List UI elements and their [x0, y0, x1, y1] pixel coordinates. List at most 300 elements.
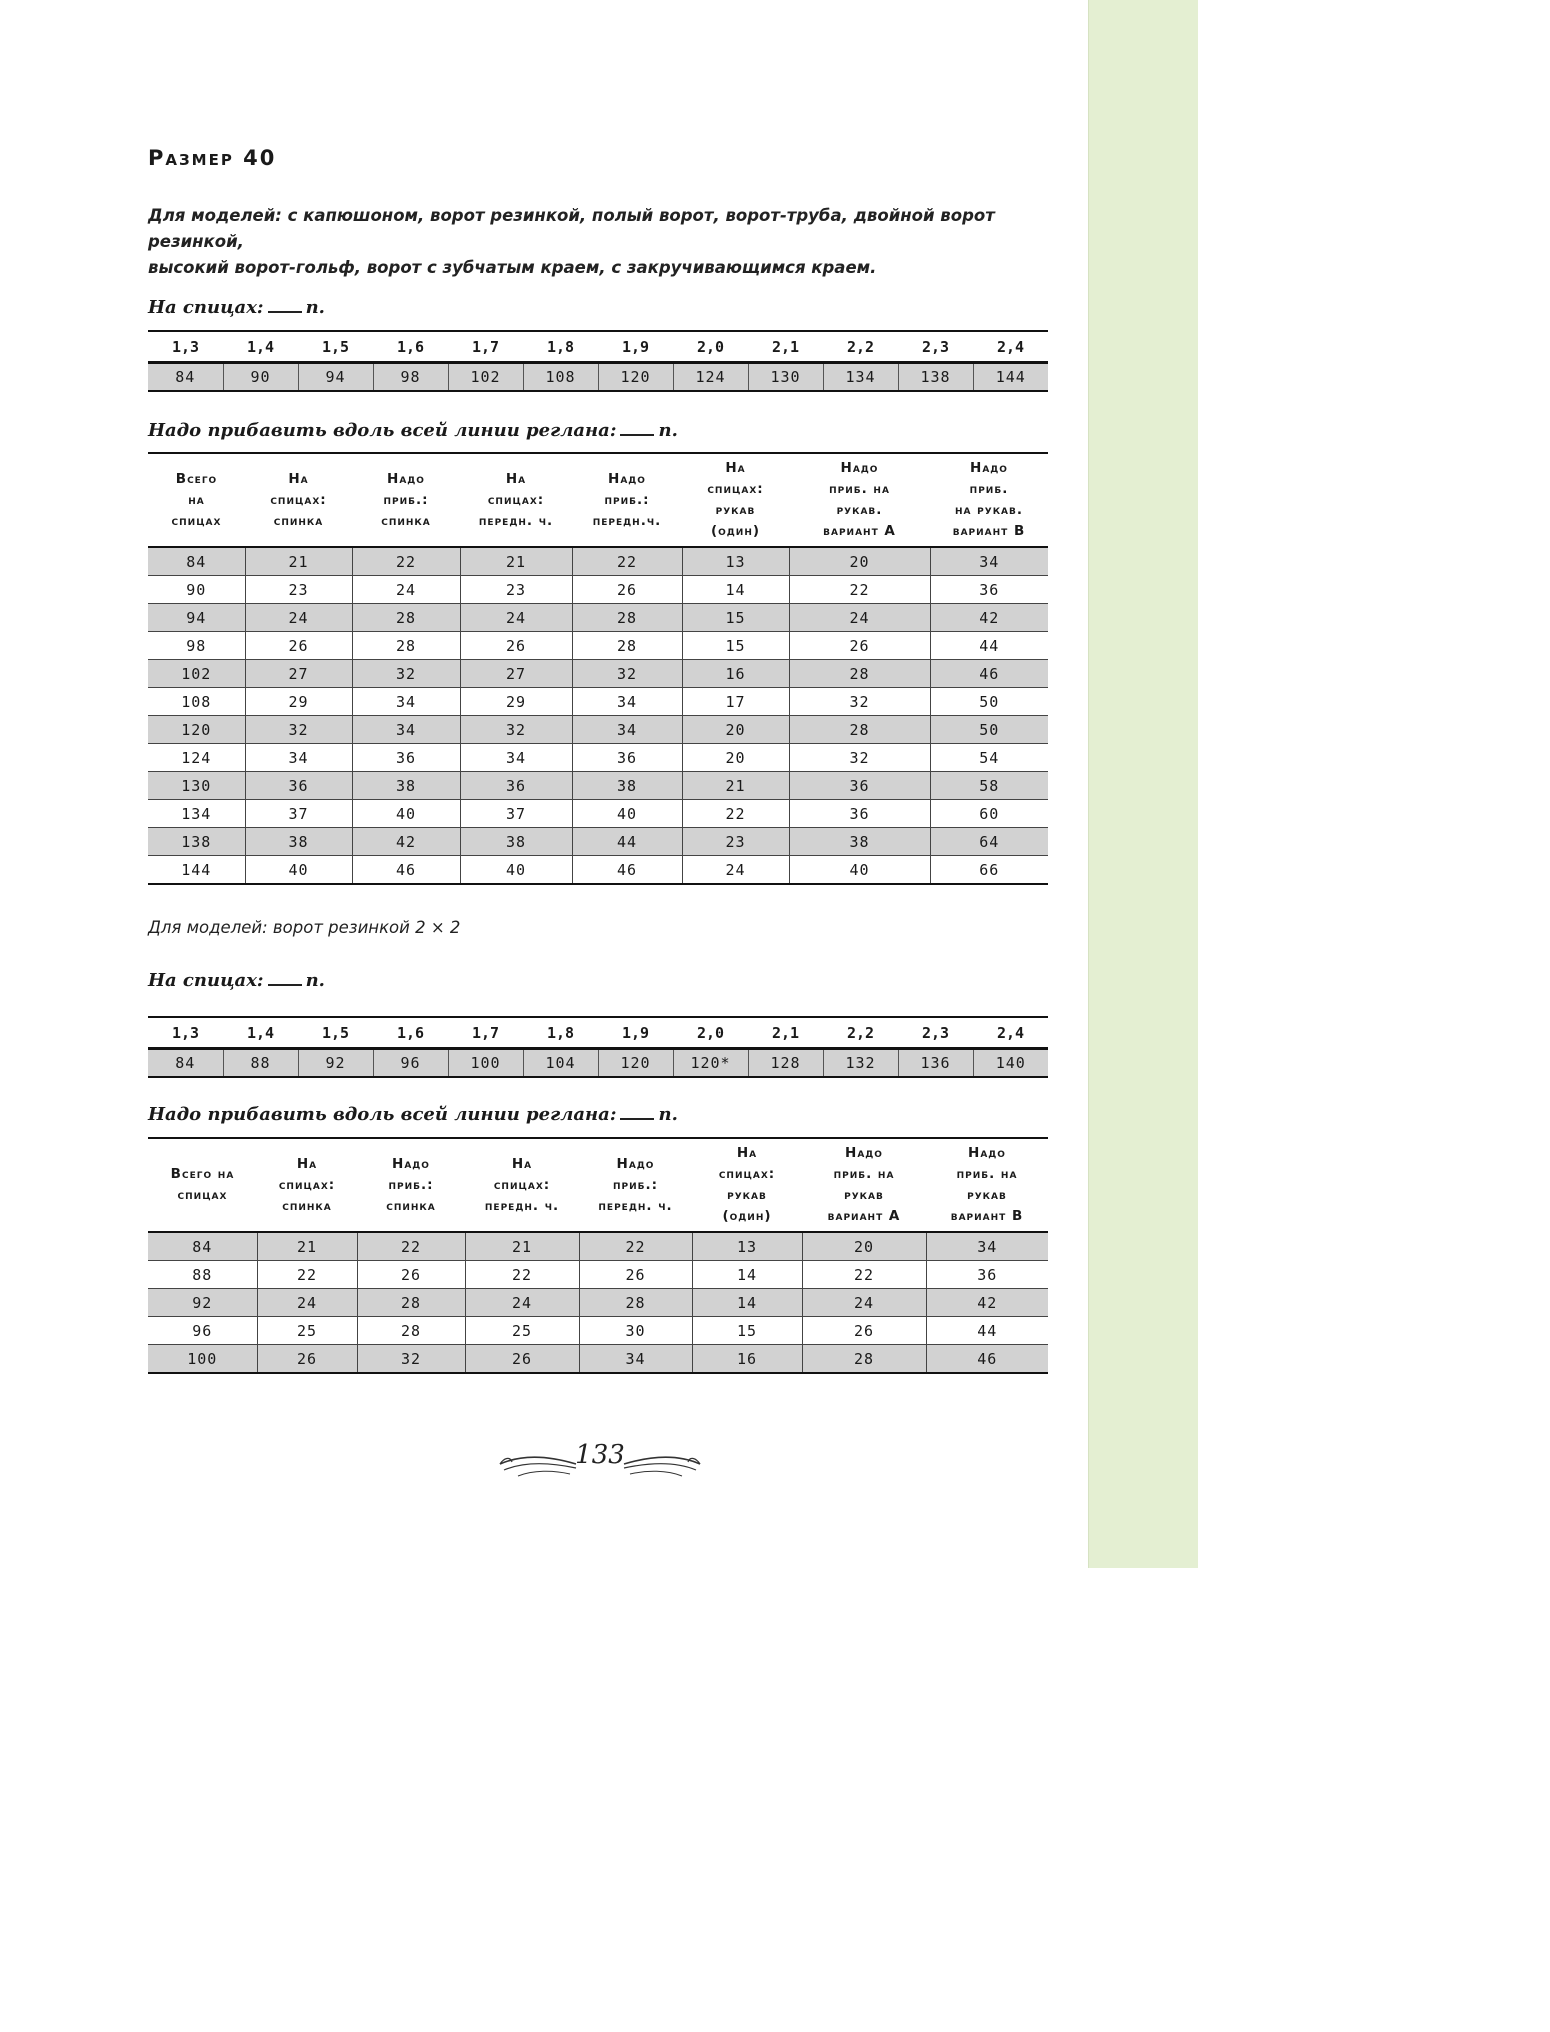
column-header-line: Надо	[845, 1145, 883, 1161]
needle-size-cell: 2,4	[973, 1017, 1048, 1049]
table-cell: 44	[926, 1317, 1048, 1345]
column-header	[789, 453, 930, 547]
needle-size-cell: 1,4	[223, 1017, 298, 1049]
table-cell: 120	[148, 716, 245, 744]
needle-label-prefix: На спицах:	[148, 297, 264, 318]
column-header-line: приб. на	[833, 1166, 895, 1182]
table-cell: 23	[460, 576, 572, 604]
table-cell: 42	[352, 828, 460, 856]
needle-size-cell: 1,7	[448, 1017, 523, 1049]
table-header-row	[148, 453, 1048, 547]
table-cell: 34	[930, 547, 1048, 576]
column-header-line: Надо	[608, 470, 646, 487]
table-cell: 100	[148, 1345, 257, 1374]
table-cell: 14	[692, 1289, 802, 1317]
column-header	[245, 453, 352, 547]
column-header	[357, 1138, 465, 1232]
column-header	[579, 1138, 692, 1232]
table-cell: 21	[682, 772, 789, 800]
fill-in-blank	[620, 420, 654, 436]
table-cell: 22	[802, 1261, 926, 1289]
column-header	[460, 453, 572, 547]
table-row	[148, 632, 1048, 660]
table-cell: 42	[930, 604, 1048, 632]
column-header-line: спицах:	[493, 1176, 551, 1193]
table-cell: 15	[682, 604, 789, 632]
needle-size-cell: 2,2	[823, 1017, 898, 1049]
stitch-count-cell: 120	[598, 1049, 673, 1078]
table-header-row	[148, 1138, 1048, 1232]
table-cell: 34	[460, 744, 572, 772]
table-cell: 98	[148, 632, 245, 660]
table-cell: 50	[930, 688, 1048, 716]
column-header-line: Надо	[387, 470, 425, 487]
section1-gauge-table	[148, 330, 1048, 392]
table-cell: 46	[926, 1345, 1048, 1374]
table-cell: 28	[352, 632, 460, 660]
table-cell: 13	[692, 1232, 802, 1261]
table-cell: 24	[682, 856, 789, 885]
needle-label-suffix: п.	[305, 970, 325, 991]
table-cell: 102	[148, 660, 245, 688]
table-cell: 23	[245, 576, 352, 604]
column-header-line: спицах:	[270, 491, 327, 508]
column-header	[692, 1138, 802, 1232]
section2-gauge-table	[148, 1016, 1048, 1078]
table-cell: 21	[257, 1232, 357, 1261]
column-header-line: приб.:	[388, 1176, 434, 1193]
needle-size-cell: 1,9	[598, 1017, 673, 1049]
table-cell: 24	[465, 1289, 579, 1317]
table-cell: 94	[148, 604, 245, 632]
column-header-line: передн. ч.	[598, 1197, 673, 1214]
column-header-line: приб.	[969, 481, 1009, 497]
table-cell: 34	[579, 1345, 692, 1374]
column-header	[148, 1138, 257, 1232]
column-header-line: Надо	[970, 460, 1008, 476]
table-row	[148, 800, 1048, 828]
table-cell: 27	[460, 660, 572, 688]
table-cell: 108	[148, 688, 245, 716]
table-cell: 32	[572, 660, 682, 688]
table-cell: 40	[352, 800, 460, 828]
needle-size-cell: 1,5	[298, 1017, 373, 1049]
table-cell: 54	[930, 744, 1048, 772]
column-header-line: рукав	[967, 1187, 1007, 1203]
needle-size-cell: 1,3	[148, 331, 223, 363]
table-row	[148, 772, 1048, 800]
column-header-line: вариант А	[823, 523, 896, 539]
stitch-count-cell: 136	[898, 1049, 973, 1078]
table-cell: 36	[352, 744, 460, 772]
table-cell: 50	[930, 716, 1048, 744]
page-number: 133	[575, 1440, 625, 1470]
table-row	[148, 1289, 1048, 1317]
column-header	[682, 453, 789, 547]
table-cell: 24	[352, 576, 460, 604]
table-row	[148, 744, 1048, 772]
stitch-count-cell: 108	[523, 363, 598, 392]
table-cell: 26	[245, 632, 352, 660]
needle-size-cell: 2,2	[823, 331, 898, 363]
table-cell: 22	[465, 1261, 579, 1289]
stitch-count-cell: 100	[448, 1049, 523, 1078]
gauge-needle-size-row	[148, 331, 1048, 363]
section1-raglan-table	[148, 452, 1048, 885]
table-cell: 24	[460, 604, 572, 632]
table-cell: 32	[352, 660, 460, 688]
column-header	[352, 453, 460, 547]
column-header-line: Надо	[968, 1145, 1006, 1161]
section2-raglan-table	[148, 1137, 1048, 1374]
stitch-count-cell: 96	[373, 1049, 448, 1078]
table-cell: 32	[245, 716, 352, 744]
stitch-count-cell: 134	[823, 363, 898, 392]
table-cell: 34	[572, 716, 682, 744]
needle-size-cell: 2,0	[673, 331, 748, 363]
table-cell: 36	[572, 744, 682, 772]
column-header	[257, 1138, 357, 1232]
column-header-line: приб. на	[829, 481, 890, 497]
section1-raglan-label	[148, 420, 678, 441]
table-cell: 24	[802, 1289, 926, 1317]
column-header-line: приб.:	[604, 491, 650, 508]
table-cell: 38	[572, 772, 682, 800]
table-cell: 96	[148, 1317, 257, 1345]
column-header-line: спицах	[177, 1187, 228, 1203]
table-cell: 14	[692, 1261, 802, 1289]
table-cell: 26	[572, 576, 682, 604]
column-header-line: на рукав.	[954, 502, 1024, 518]
column-header-line: (один)	[710, 523, 761, 539]
table-row	[148, 1345, 1048, 1374]
column-header-line: рукав	[715, 502, 756, 518]
table-cell: 13	[682, 547, 789, 576]
table-row	[148, 1261, 1048, 1289]
table-cell: 46	[352, 856, 460, 885]
section2-needle-label	[148, 970, 325, 991]
column-header-line: Всего на	[170, 1166, 235, 1182]
needle-size-cell: 1,8	[523, 331, 598, 363]
table-cell: 20	[802, 1232, 926, 1261]
table-cell: 36	[789, 772, 930, 800]
table-cell: 36	[926, 1261, 1048, 1289]
table-cell: 20	[682, 744, 789, 772]
table-cell: 124	[148, 744, 245, 772]
table-cell: 26	[802, 1317, 926, 1345]
column-header-line: спицах:	[278, 1176, 336, 1193]
table-cell: 28	[789, 660, 930, 688]
needle-size-cell: 2,1	[748, 1017, 823, 1049]
table-cell: 34	[352, 688, 460, 716]
table-cell: 36	[245, 772, 352, 800]
stitch-count-cell: 120	[598, 363, 673, 392]
table-cell: 24	[257, 1289, 357, 1317]
fill-in-blank	[620, 1104, 654, 1120]
column-header-line: спицах	[171, 512, 222, 529]
needle-size-cell: 2,4	[973, 331, 1048, 363]
table-row	[148, 660, 1048, 688]
table-row	[148, 1317, 1048, 1345]
table-cell: 29	[460, 688, 572, 716]
column-header-line: На	[511, 1155, 533, 1172]
table-cell: 22	[357, 1232, 465, 1261]
needle-size-cell: 2,3	[898, 1017, 973, 1049]
table-cell: 28	[572, 604, 682, 632]
table-cell: 26	[357, 1261, 465, 1289]
needle-label-suffix: п.	[305, 297, 325, 318]
table-cell: 38	[789, 828, 930, 856]
table-cell: 32	[357, 1345, 465, 1374]
column-header-line: вариант В	[950, 1208, 1024, 1224]
raglan-label-suffix: п.	[658, 1104, 678, 1125]
column-header-line: передн. ч.	[478, 512, 554, 529]
needle-label-prefix: На спицах:	[148, 970, 264, 991]
table-cell: 84	[148, 547, 245, 576]
stitch-count-cell: 138	[898, 363, 973, 392]
gauge-needle-size-row	[148, 1017, 1048, 1049]
stitch-count-cell: 90	[223, 363, 298, 392]
table-row	[148, 856, 1048, 885]
column-header	[465, 1138, 579, 1232]
table-cell: 17	[682, 688, 789, 716]
column-header-line: приб.:	[612, 1176, 659, 1193]
table-cell: 36	[930, 576, 1048, 604]
table-cell: 28	[572, 632, 682, 660]
table-row	[148, 688, 1048, 716]
table-cell: 15	[692, 1317, 802, 1345]
column-header-line: рукав	[844, 1187, 884, 1203]
column-header-line: (один)	[722, 1208, 772, 1224]
table-cell: 26	[789, 632, 930, 660]
column-header-line: спицах:	[487, 491, 545, 508]
table-cell: 28	[789, 716, 930, 744]
section2-raglan-label	[148, 1104, 678, 1125]
table-cell: 28	[579, 1289, 692, 1317]
needle-size-cell: 1,6	[373, 1017, 448, 1049]
table-cell: 40	[789, 856, 930, 885]
needle-size-cell: 1,3	[148, 1017, 223, 1049]
table-cell: 21	[245, 547, 352, 576]
column-header	[148, 453, 245, 547]
stitch-count-cell: 88	[223, 1049, 298, 1078]
column-header	[930, 453, 1048, 547]
needle-size-cell: 2,0	[673, 1017, 748, 1049]
table-cell: 24	[245, 604, 352, 632]
stitch-count-cell: 102	[448, 363, 523, 392]
raglan-label-prefix: Надо прибавить вдоль всей линии реглана:	[148, 1104, 617, 1125]
section1-subtitle	[148, 203, 1058, 281]
table-cell: 27	[245, 660, 352, 688]
table-cell: 36	[789, 800, 930, 828]
table-cell: 32	[789, 744, 930, 772]
column-header-line: на	[188, 491, 205, 508]
table-cell: 36	[460, 772, 572, 800]
column-header-line: приб.:	[383, 491, 429, 508]
table-cell: 38	[460, 828, 572, 856]
stitch-count-cell: 132	[823, 1049, 898, 1078]
column-header-line: спинка	[273, 512, 324, 529]
stitch-count-cell: 130	[748, 363, 823, 392]
stitch-count-cell: 84	[148, 363, 223, 392]
stitch-count-cell: 94	[298, 363, 373, 392]
column-header-line: передн.ч.	[592, 512, 662, 529]
table-cell: 46	[930, 660, 1048, 688]
table-row	[148, 1232, 1048, 1261]
table-cell: 38	[352, 772, 460, 800]
needle-size-cell: 1,9	[598, 331, 673, 363]
table-cell: 28	[357, 1289, 465, 1317]
column-header-line: спинка	[282, 1197, 332, 1214]
page-heading: Размер 40	[148, 146, 277, 170]
needle-size-cell: 1,4	[223, 331, 298, 363]
stitch-count-cell: 144	[973, 363, 1048, 392]
column-header-line: На	[736, 1145, 758, 1161]
table-cell: 38	[245, 828, 352, 856]
column-header	[926, 1138, 1048, 1232]
table-cell: 37	[245, 800, 352, 828]
table-cell: 21	[465, 1232, 579, 1261]
table-cell: 34	[352, 716, 460, 744]
table-cell: 26	[465, 1345, 579, 1374]
table-cell: 37	[460, 800, 572, 828]
table-cell: 25	[257, 1317, 357, 1345]
table-cell: 22	[579, 1232, 692, 1261]
fill-in-blank	[268, 297, 302, 313]
table-cell: 40	[460, 856, 572, 885]
column-header-line: вариант А	[827, 1208, 901, 1224]
column-header	[572, 453, 682, 547]
table-cell: 22	[352, 547, 460, 576]
column-header	[802, 1138, 926, 1232]
table-cell: 130	[148, 772, 245, 800]
column-header-line: Надо	[392, 1155, 430, 1172]
table-cell: 28	[802, 1345, 926, 1374]
table-row	[148, 576, 1048, 604]
table-cell: 40	[245, 856, 352, 885]
table-cell: 88	[148, 1261, 257, 1289]
section1-subtitle-line2: высокий ворот-гольф, ворот с зубчатым краем, с закручивающимся краем.	[148, 258, 877, 277]
table-cell: 26	[579, 1261, 692, 1289]
table-cell: 22	[572, 547, 682, 576]
table-row	[148, 716, 1048, 744]
stitch-count-cell: 128	[748, 1049, 823, 1078]
table-cell: 22	[682, 800, 789, 828]
stitch-count-cell: 124	[673, 363, 748, 392]
table-cell: 40	[572, 800, 682, 828]
table-cell: 14	[682, 576, 789, 604]
column-header-line: спинка	[381, 512, 431, 529]
stitch-count-cell: 92	[298, 1049, 373, 1078]
column-header-line: спицах:	[707, 481, 764, 497]
table-cell: 34	[245, 744, 352, 772]
gauge-stitch-count-row	[148, 363, 1048, 392]
needle-size-cell: 2,3	[898, 331, 973, 363]
column-header-line: На	[296, 1155, 318, 1172]
table-cell: 90	[148, 576, 245, 604]
table-cell: 26	[257, 1345, 357, 1374]
column-header-line: На	[725, 460, 746, 476]
stitch-count-cell: 140	[973, 1049, 1048, 1078]
column-header-line: На	[288, 470, 309, 487]
table-cell: 29	[245, 688, 352, 716]
table-cell: 44	[572, 828, 682, 856]
column-header-line: рукав	[727, 1187, 767, 1203]
column-header-line: Надо	[840, 460, 879, 476]
needle-size-cell: 1,8	[523, 1017, 598, 1049]
needle-size-cell: 1,6	[373, 331, 448, 363]
table-cell: 32	[789, 688, 930, 716]
stitch-count-cell: 120*	[673, 1049, 748, 1078]
column-header-line: рукав.	[836, 502, 883, 518]
stitch-count-cell: 98	[373, 363, 448, 392]
table-row	[148, 604, 1048, 632]
column-header-line: передн. ч.	[484, 1197, 560, 1214]
table-cell: 20	[682, 716, 789, 744]
section1-needle-label	[148, 297, 325, 318]
table-cell: 42	[926, 1289, 1048, 1317]
table-row	[148, 547, 1048, 576]
column-header-line: приб. на	[956, 1166, 1018, 1182]
column-header-line: Надо	[616, 1155, 655, 1172]
section2-subtitle: Для моделей: ворот резинкой 2 × 2	[148, 918, 461, 937]
table-cell: 22	[257, 1261, 357, 1289]
table-cell: 24	[789, 604, 930, 632]
table-row	[148, 828, 1048, 856]
stitch-count-cell: 84	[148, 1049, 223, 1078]
column-header-line: вариант В	[952, 523, 1026, 539]
table-cell: 23	[682, 828, 789, 856]
table-cell: 16	[692, 1345, 802, 1374]
table-cell: 66	[930, 856, 1048, 885]
table-cell: 138	[148, 828, 245, 856]
table-cell: 60	[930, 800, 1048, 828]
table-cell: 16	[682, 660, 789, 688]
table-cell: 26	[460, 632, 572, 660]
table-cell: 32	[460, 716, 572, 744]
table-cell: 21	[460, 547, 572, 576]
raglan-label-prefix: Надо прибавить вдоль всей линии реглана:	[148, 420, 617, 441]
table-cell: 28	[357, 1317, 465, 1345]
table-cell: 22	[789, 576, 930, 604]
column-header-line: спинка	[386, 1197, 436, 1214]
table-cell: 25	[465, 1317, 579, 1345]
gauge-stitch-count-row	[148, 1049, 1048, 1078]
table-cell: 46	[572, 856, 682, 885]
table-cell: 30	[579, 1317, 692, 1345]
stitch-count-cell: 104	[523, 1049, 598, 1078]
table-cell: 28	[352, 604, 460, 632]
needle-size-cell: 2,1	[748, 331, 823, 363]
right-flourish-ornament	[620, 1450, 702, 1480]
table-cell: 34	[572, 688, 682, 716]
table-cell: 64	[930, 828, 1048, 856]
table-cell: 84	[148, 1232, 257, 1261]
section1-subtitle-line1: Для моделей: с капюшоном, ворот резинкой, полый ворот, ворот-труба, двойной ворот резинкой,	[148, 206, 995, 251]
table-cell: 144	[148, 856, 245, 885]
column-header-line: спицах:	[718, 1166, 776, 1182]
fill-in-blank	[268, 970, 302, 986]
table-cell: 134	[148, 800, 245, 828]
table-cell: 34	[926, 1232, 1048, 1261]
needle-size-cell: 1,5	[298, 331, 373, 363]
table-cell: 92	[148, 1289, 257, 1317]
table-cell: 15	[682, 632, 789, 660]
needle-size-cell: 1,7	[448, 331, 523, 363]
table-cell: 20	[789, 547, 930, 576]
table-cell: 44	[930, 632, 1048, 660]
raglan-label-suffix: п.	[658, 420, 678, 441]
